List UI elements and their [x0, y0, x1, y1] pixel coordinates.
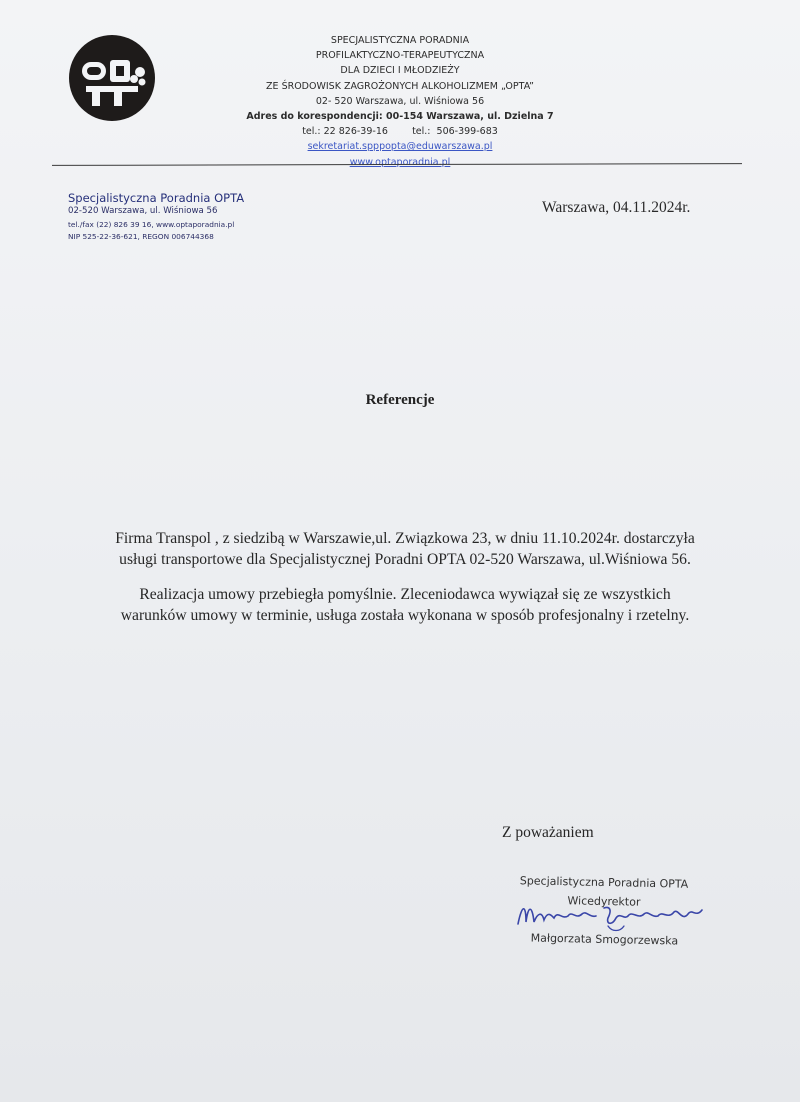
letterhead-line: SPECJALISTYCZNA PORADNIA	[330, 35, 470, 46]
document-title: Referencje	[365, 392, 435, 408]
stamp-title: Specjalistyczna Poradnia OPTA	[68, 191, 245, 205]
institution-stamp	[68, 191, 268, 244]
stamp-contact: tel./fax (22) 826 39 16, www.optaporadnia.pl	[68, 219, 235, 229]
letterhead-line: PROFILAKTYCZNO-TERAPEUTYCZNA	[315, 50, 485, 62]
body-line: usługi transportowe dla Specjalistycznej Poradni OPTA 02-520 Warszawa, ul.Wiśniowa 56.	[119, 551, 691, 568]
signature-name: Małgorzata Smogorzewska	[530, 931, 679, 948]
letterhead-line: DLA DZIECI I MŁODZIEŻY	[340, 65, 460, 77]
body-paragraph-2	[60, 584, 750, 626]
signature-organization: Specjalistyczna Poradnia OPTA	[519, 874, 689, 891]
letterhead-website-link[interactable]: www.optaporadnia.pl	[349, 156, 451, 168]
letterhead	[230, 33, 570, 170]
body-line: Firma Transpol , z siedzibą w Warszawie,ul. Związkowa 23, w dniu 11.10.2024r. dostarczyła	[115, 530, 695, 547]
stamp-address: 02-520 Warszawa, ul. Wiśniowa 56	[68, 206, 218, 216]
letterhead-address: 02- 520 Warszawa, ul. Wiśniowa 56	[315, 95, 485, 107]
closing-phrase: Z poważaniem	[502, 824, 594, 841]
letterhead-correspondence: Adres do korespondencji: 00-154 Warszawa, ul. Dzielna 7	[246, 111, 554, 123]
handwritten-signature	[512, 896, 712, 936]
body-line: warunków umowy w terminie, usługa została wykonana w sposób profesjonalny i rzetelny.	[120, 607, 690, 624]
signature-stamp	[510, 874, 720, 948]
letterhead-phones: tel.: 22 826-39-16 tel.: 506-399-683	[302, 126, 498, 138]
opta-logo-icon	[68, 34, 156, 122]
letterhead-email-link[interactable]: sekretariat.spppopta@eduwarszawa.pl	[307, 141, 493, 153]
signature-role: Wicedyrektor	[567, 894, 641, 909]
body-line: Realizacja umowy przebiegła pomyślnie. Zleceniodawca wywiązał się ze wszystkich	[139, 586, 671, 603]
letter-date: Warszawa, 04.11.2024r.	[542, 199, 691, 216]
stamp-ids: NIP 525-22-36-621, REGON 006744368	[68, 232, 214, 241]
body-paragraph-1	[60, 528, 750, 570]
letterhead-line: ZE ŚRODOWISK ZAGROŻONYCH ALKOHOLIZMEM „OPTA”	[266, 80, 534, 92]
